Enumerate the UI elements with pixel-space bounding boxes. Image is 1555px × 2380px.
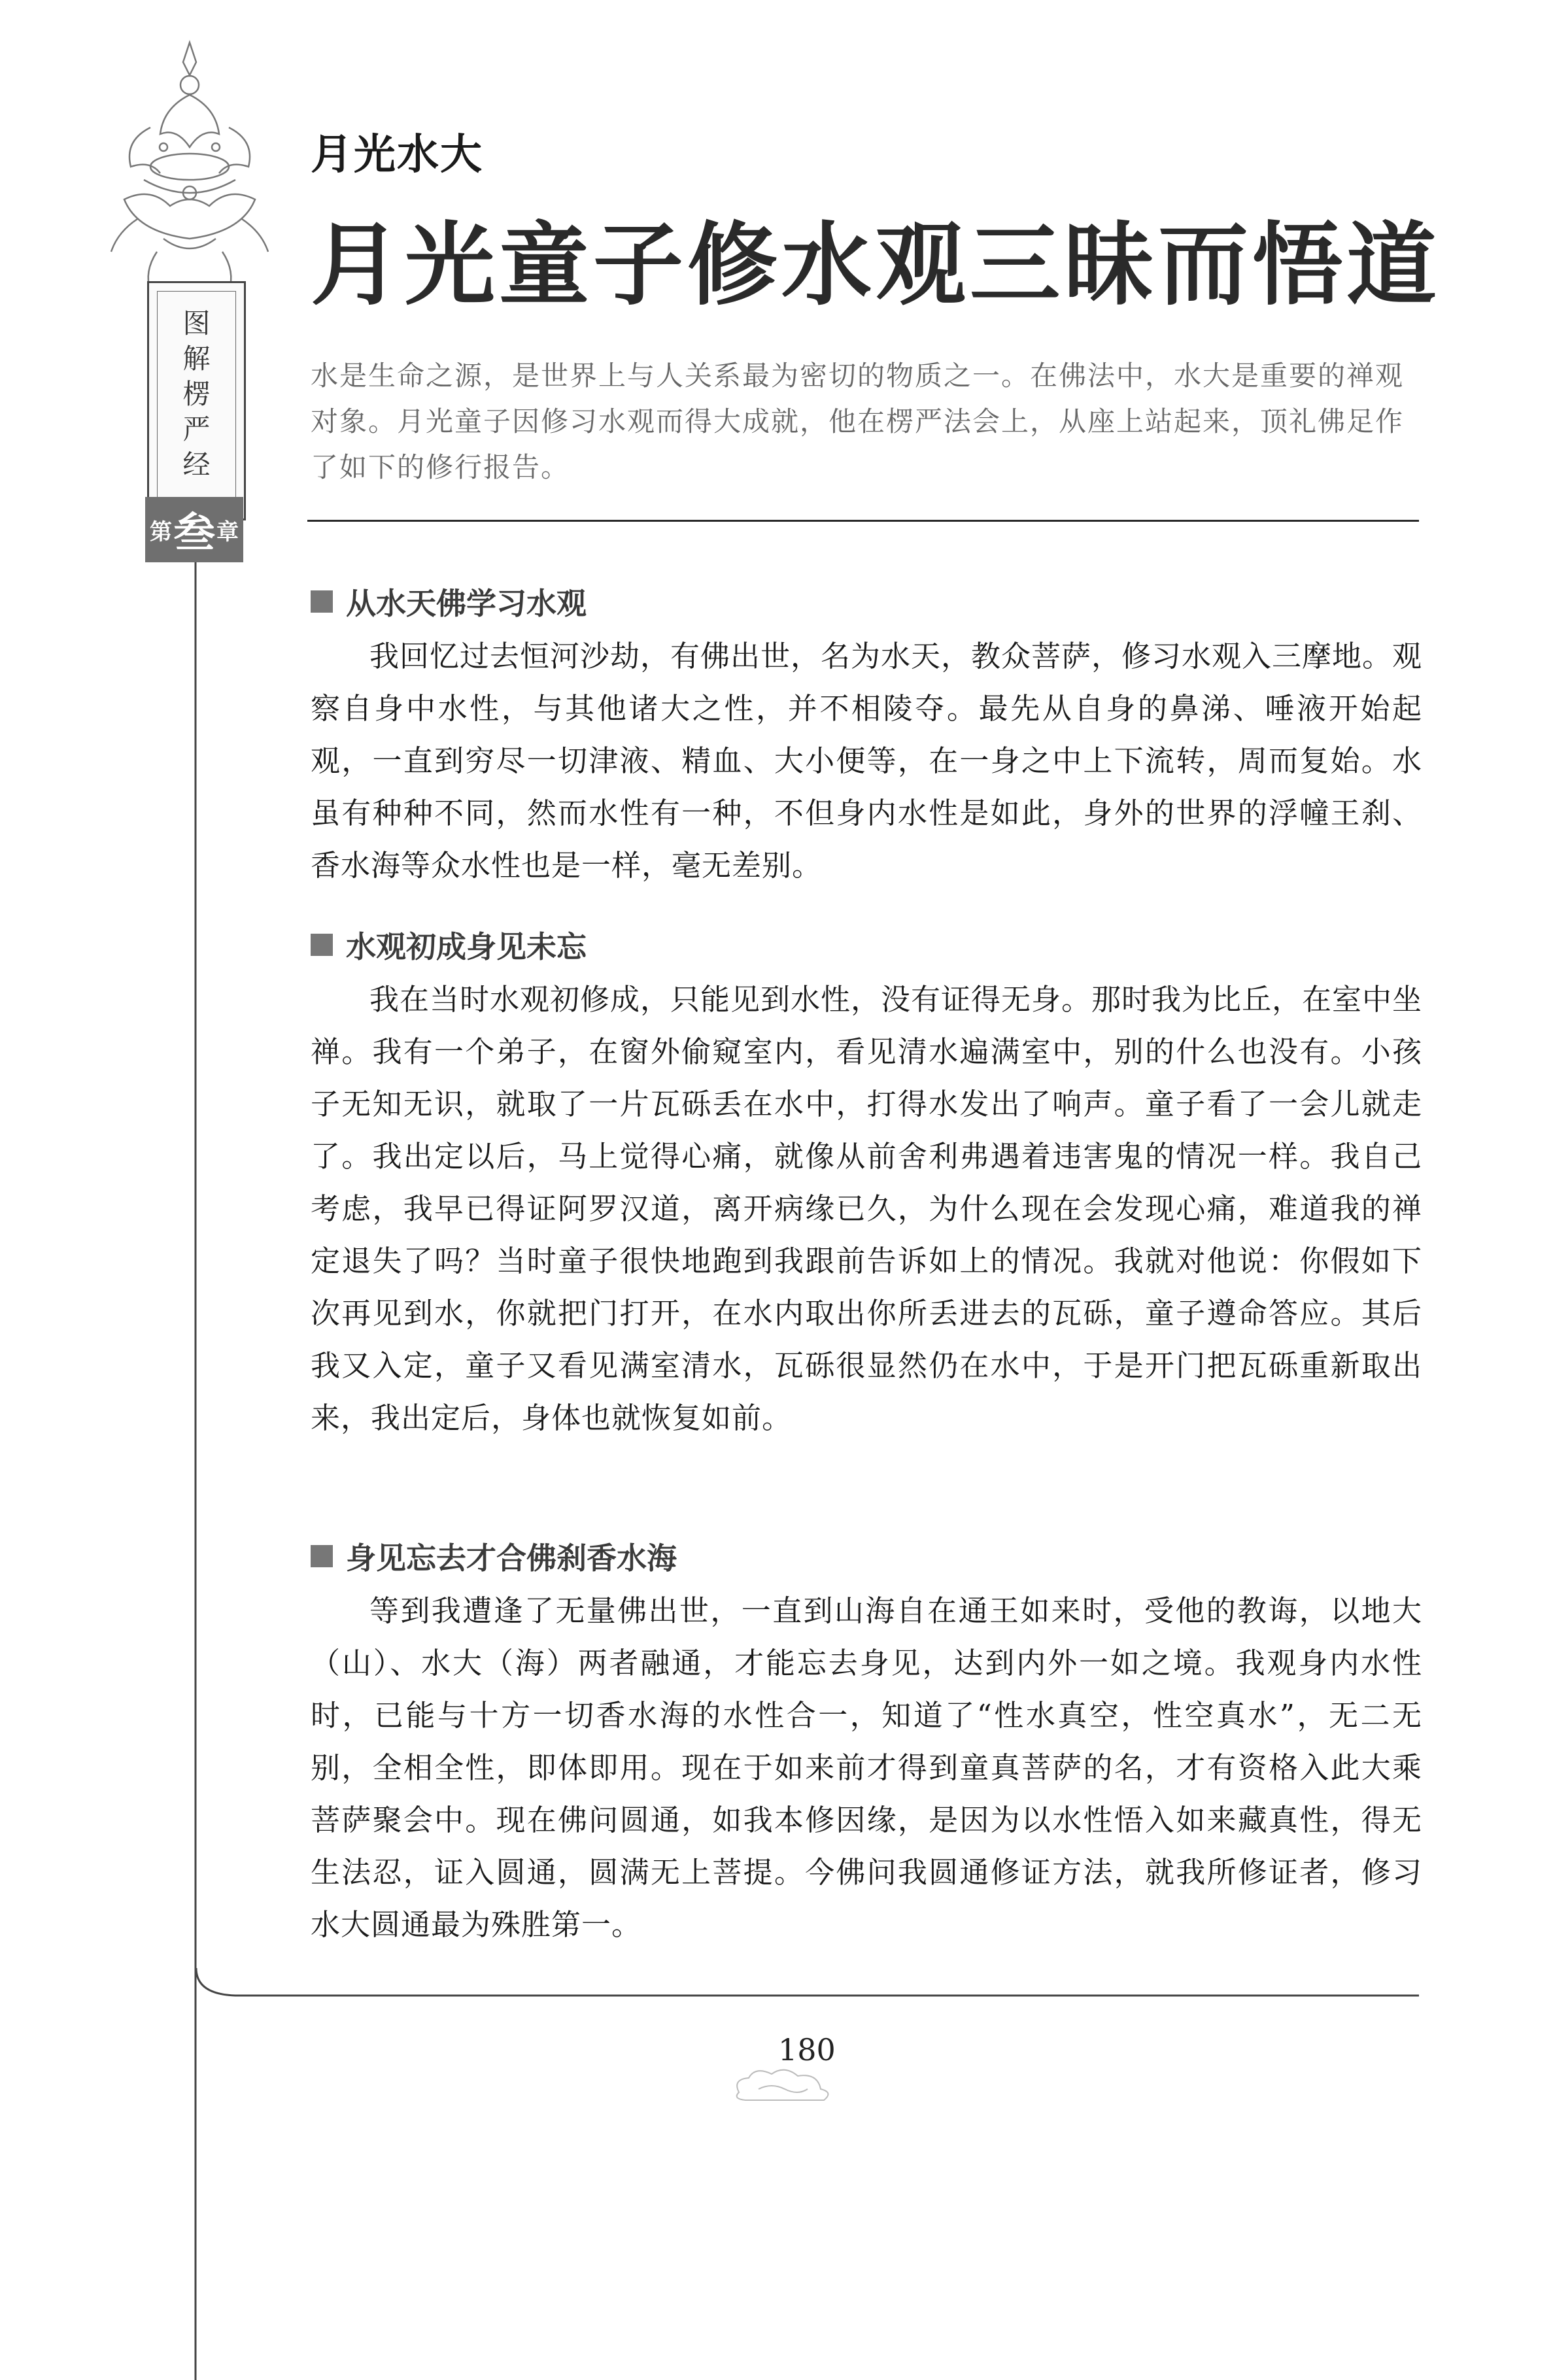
chapter-badge [145, 497, 243, 562]
square-bullet-icon [311, 1545, 333, 1567]
section-heading-text: 水观初成身见未忘 [346, 929, 587, 964]
book-title-char: 图 [182, 307, 211, 339]
chapter-number: 叁 [173, 509, 215, 558]
book-title-char: 楞 [182, 378, 211, 410]
chapter-prefix: 第 [150, 518, 172, 545]
footer-divider [196, 1968, 1419, 2020]
page-number: 180 [778, 2032, 836, 2067]
section-subtitle: 月光水大 [311, 131, 483, 179]
lotus-vajra-ornament-icon [98, 36, 281, 311]
section-paragraph: 等到我遭逢了无量佛出世，一直到山海自在通王如来时，受他的教诲，以地大（山）、水大（海）两者融通，才能忘去身见，达到内外一如之境。我观身内水性时，已能与十方一切香水海的水性合一，知道了“性水真空，性空真水”，无二无别，全相全性，即体即用。现在于如来前才得到童真菩萨的名，才有资格入此大乘菩萨聚会中。现在佛问圆通，如我本修因缘，是因为以水性悟入如来藏真性，得无生法忍，证入圆通，圆满无上菩提。今佛问我圆通修证方法，就我所修证者，修习水大圆通最为殊胜第一。 [311, 1593, 1422, 1942]
cloud-ornament-icon [726, 2060, 844, 2112]
section-1 [311, 582, 1422, 892]
chapter-suffix: 章 [216, 518, 239, 545]
book-title-char: 经 [182, 449, 211, 481]
square-bullet-icon [311, 590, 333, 613]
section-2 [311, 925, 1422, 1444]
section-paragraph: 我回忆过去恒河沙劫，有佛出世，名为水天，教众菩萨，修习水观入三摩地。观察自身中水性，与其他诸大之性，并不相陵夺。最先从自身的鼻涕、唾液开始起观，一直到穷尽一切津液、精血、大小便等，在一身之中上下流转，周而复始。水虽有种种不同，然而水性有一种，不但身内水性是如此，身外的世界的浮幢王刹、香水海等众水性也是一样，毫无差别。 [311, 639, 1423, 883]
sidebar-divider-line [194, 562, 197, 2380]
book-title-tab [147, 281, 246, 520]
section-heading [311, 582, 1422, 621]
intro-paragraph: 水是生命之源，是世界上与人关系最为密切的物质之一。在佛法中，水大是重要的禅观对象。月光童子因修习水观而得大成就，他在楞严法会上，从座上站起来，顶礼佛足作了如下的修行报告。 [311, 360, 1405, 483]
header-divider [307, 520, 1419, 522]
section-heading [311, 1537, 1422, 1576]
page-title: 月光童子修水观三昧而悟道 [311, 211, 1441, 318]
section-heading-text: 从水天佛学习水观 [346, 586, 587, 621]
book-title-char: 严 [182, 413, 211, 445]
section-paragraph: 我在当时水观初修成，只能见到水性，没有证得无身。那时我为比丘，在室中坐禅。我有一个弟子，在窗外偷窥室内，看见清水遍满室中，别的什么也没有。小孩子无知无识，就取了一片瓦砾丢在水中，打得水发出了响声。童子看了一会儿就走了。我出定以后，马上觉得心痛，就像从前舍利弗遇着违害鬼的情况一样。我自己考虑，我早已得证阿罗汉道，离开病缘已久，为什么现在会发现心痛，难道我的禅定退失了吗？当时童子很快地跑到我跟前告诉如上的情况。我就对他说：你假如下次再见到水，你就把门打开，在水内取出你所丢进去的瓦砾，童子遵命答应。其后我又入定，童子又看见满室清水，瓦砾很显然仍在水中，于是开门把瓦砾重新取出来，我出定后，身体也就恢复如前。 [311, 982, 1423, 1435]
section-heading [311, 925, 1422, 964]
square-bullet-icon [311, 934, 333, 956]
book-title-char: 解 [182, 343, 211, 375]
section-heading-text: 身见忘去才合佛刹香水海 [346, 1540, 677, 1576]
section-3 [311, 1537, 1422, 1951]
